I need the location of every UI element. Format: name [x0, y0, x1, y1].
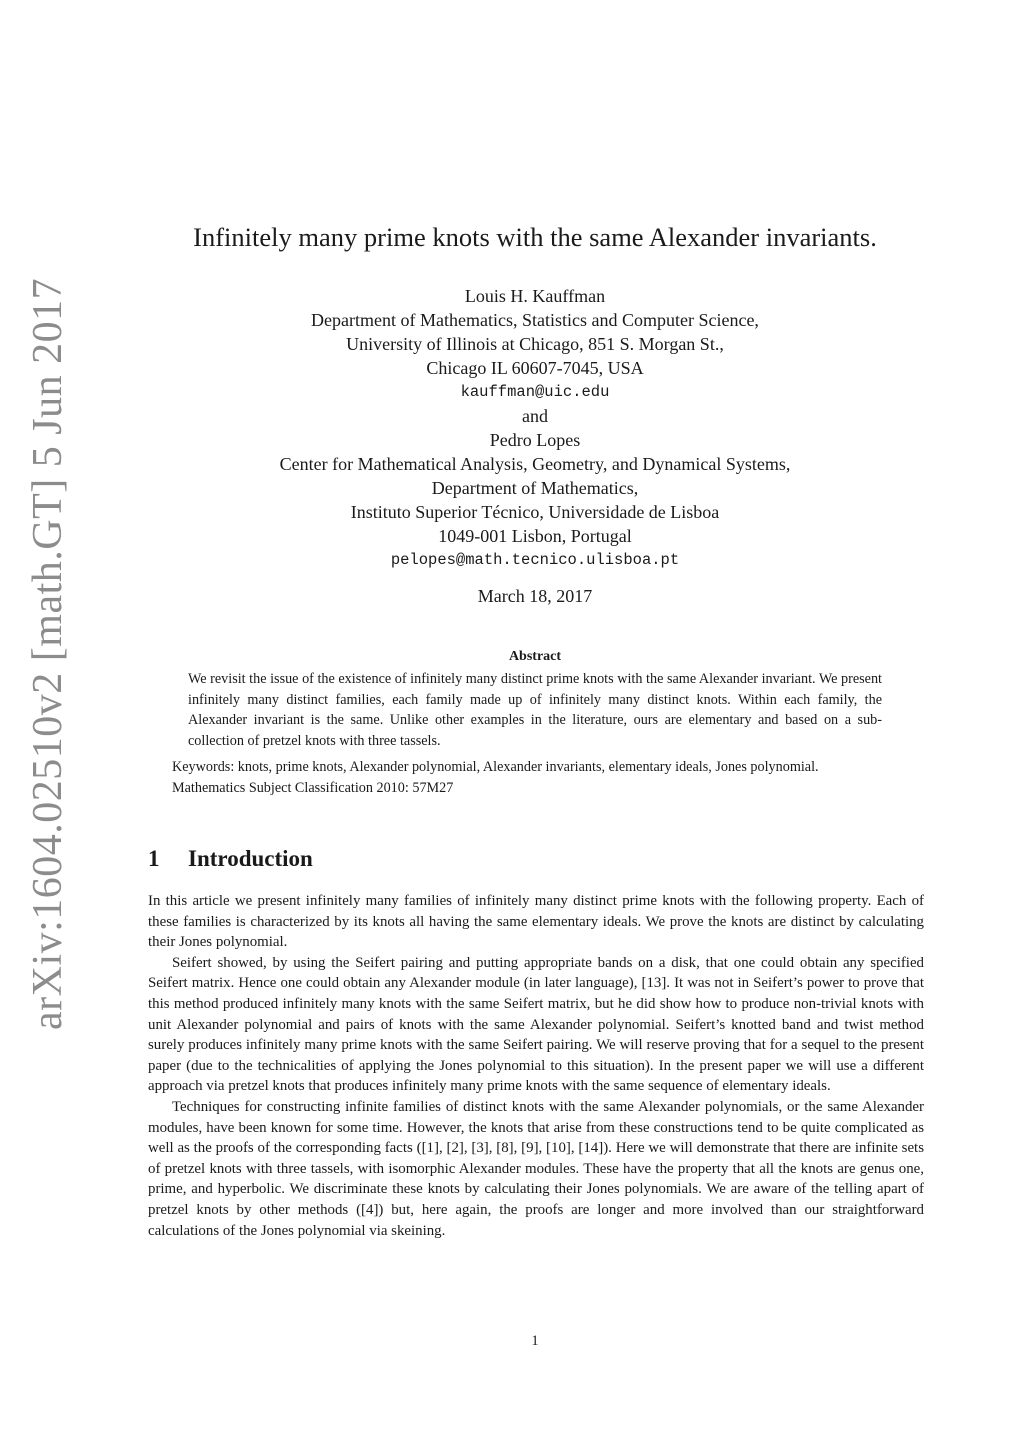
keywords: Keywords: knots, prime knots, Alexander polynomial, Alexander invariants, elementary ideals, Jones polynomial. [172, 759, 819, 775]
section-title: Introduction [188, 846, 313, 871]
page-number: 1 [531, 1333, 539, 1349]
keywords-block [148, 757, 924, 798]
paragraph: Techniques for constructing infinite families of distinct knots with the same Alexander polynomials, or the same Alexander modules, have been known for some time. However, the knots that arise from these constructions tend to be quite complicated as well as the proofs of the corresponding facts ([1], [2], [3], [8], [9], [10], [14]). Here we will demonstrate that there are infinite sets of pretzel knots with three tassels, with isomorphic Alexander modules. These have the property that all the knots are genus one, prime, and hyperbolic. We discriminate these knots by calculating their Jones polynomials. We are aware of the telling apart of pretzel knots by other methods ([4]) but, here again, the proofs are longer and more involved than our straightforward calculations of the Jones polynomial via skeining. [148, 1098, 924, 1239]
paragraph: Seifert showed, by using the Seifert pairing and putting appropriate bands on a disk, that one could obtain any specified Seifert matrix. Hence one could obtain any Alexander module (in later language), [13]. It was not in Seifert’s power to prove that this method produced infinitely many knots with the same Seifert matrix, but he did show how to produce non-trivial knots with unit Alexander polynomial and pairs of knots with the same Alexander polynomial. Seifert’s knotted band and twist method surely produces infinitely many prime knots with the same Seifert pairing. We will reserve proving that for a sequel to the present paper (due to the technicalities of applying the Jones polynomial to this situation). In the present paper we will use a different approach via pretzel knots that produces infinitely many prime knots with the same sequence of elementary ideals. [148, 954, 924, 1095]
author-affiliation-line: 1049-001 Lisbon, Portugal [438, 526, 632, 546]
arxiv-identifier: arXiv:1604.02510v2 [math.GT] 5 Jun 2017 [25, 277, 71, 1030]
author-affiliation-line: Department of Mathematics, Statistics and Computer Science, [311, 310, 759, 330]
section-number: 1 [148, 846, 160, 871]
author-email[interactable]: kauffman@uic.edu [460, 383, 610, 401]
abstract-text: We revisit the issue of the existence of infinitely many distinct prime knots with the same Alexander invariant. We present infinitely many distinct families, each family made up of infinitely many distinct knots. Within each family, the Alexander invariant is the same. Unlike other examples in the literature, ours are elementary and based on a sub-collection of pretzel knots with three tassels. [188, 671, 882, 749]
msc-classification: Mathematics Subject Classification 2010: 57M27 [172, 779, 454, 796]
author-affiliation-line: Instituto Superior Técnico, Universidade de Lisboa [350, 502, 720, 522]
author-affiliation-line: University of Illinois at Chicago, 851 S. Morgan St., [346, 334, 724, 354]
author-name: Pedro Lopes [489, 430, 581, 450]
author-affiliation-line: Center for Mathematical Analysis, Geometry, and Dynamical Systems, [279, 454, 791, 474]
author-block [150, 284, 920, 572]
paper-title: Infinitely many prime knots with the same Alexander invariants. [193, 222, 877, 252]
author-separator: and [522, 406, 548, 426]
author-name: Louis H. Kauffman [464, 286, 606, 306]
author-affiliation-line: Chicago IL 60607-7045, USA [426, 358, 644, 378]
paragraph: In this article we present infinitely many families of infinitely many distinct prime knots with the following property. Each of these families is characterized by its knots all having the same elementary ideals. We prove the knots are distinct by calculating their Jones polynomial. [148, 893, 924, 951]
section-heading [148, 846, 924, 872]
author-email[interactable]: pelopes@math.tecnico.ulisboa.pt [390, 551, 680, 569]
author-affiliation-line: Department of Mathematics, [431, 478, 639, 498]
abstract-heading: Abstract [508, 649, 562, 664]
paper-date: March 18, 2017 [477, 586, 593, 606]
section-body [148, 891, 924, 1241]
